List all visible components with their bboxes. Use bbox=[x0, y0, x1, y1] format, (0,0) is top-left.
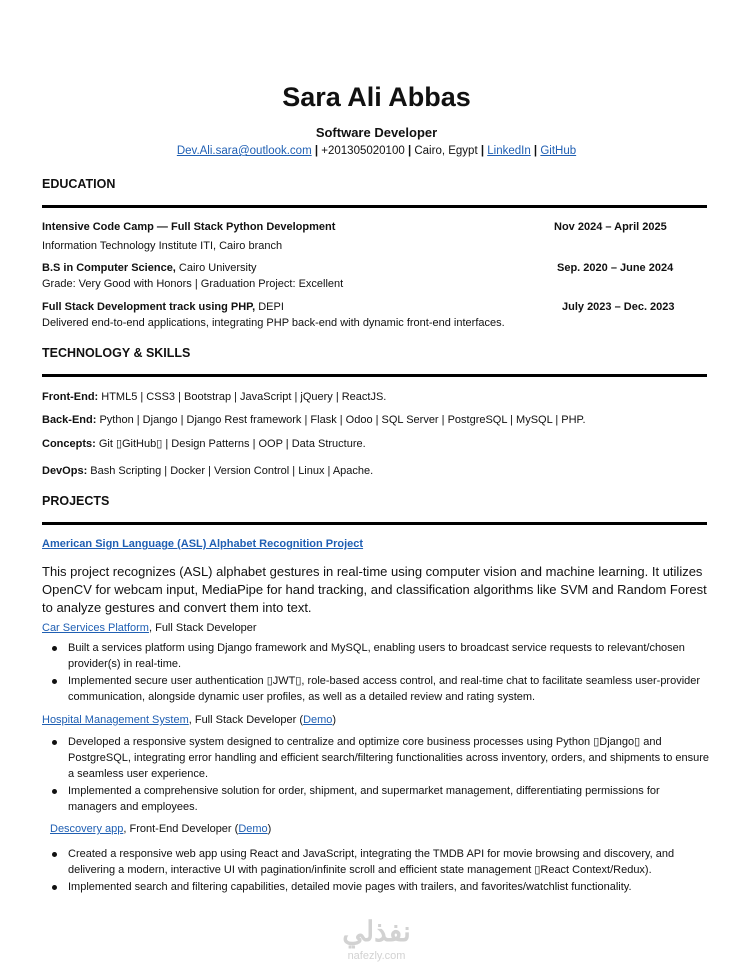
list-item: Created a responsive web app using React and JavaScript, integrating the TMDB API for movie browsing and discovery, and delivering a modern, interactive UI with pagination/infinite scroll and efficient state management ▯React Context/Redux). bbox=[50, 846, 710, 878]
education-item-detail: Delivered end-to-end applications, integrating PHP back-end with dynamic front-end interfaces. bbox=[42, 317, 505, 329]
project-bullets bbox=[50, 640, 710, 706]
candidate-name: Sara Ali Abbas bbox=[282, 82, 471, 112]
list-item: Implemented secure user authentication ▯JWT▯, role-based access control, and real-time chat to facilitate seamless user-provider communication, alongside dynamic user profiles, as well as a detailed review and rating system. bbox=[50, 673, 710, 705]
section-title-projects: PROJECTS bbox=[42, 494, 110, 508]
skill-row: Concepts: Git ▯GitHub▯ | Design Patterns | OOP | Data Structure. bbox=[42, 438, 366, 450]
education-item-date: July 2023 – Dec. 2023 bbox=[562, 301, 675, 313]
github-link[interactable]: GitHub bbox=[540, 145, 577, 157]
separator: | bbox=[477, 145, 488, 157]
list-item: Built a services platform using Django framework and MySQL, enabling users to broadcast service requests to relevant/chosen provider(s) in real-time. bbox=[50, 640, 710, 672]
separator: | bbox=[530, 145, 541, 157]
skill-row: Front-End: HTML5 | CSS3 | Bootstrap | JavaScript | jQuery | ReactJS. bbox=[42, 391, 387, 403]
project-header: Descovery app, Front-End Developer (Demo) bbox=[50, 823, 272, 835]
education-item-title: Intensive Code Camp — Full Stack Python Development bbox=[42, 221, 336, 233]
demo-link[interactable]: Demo bbox=[238, 823, 268, 835]
linkedin-link[interactable]: LinkedIn bbox=[487, 145, 531, 157]
separator: | bbox=[404, 145, 415, 157]
divider bbox=[42, 522, 707, 525]
project-link-asl[interactable]: American Sign Language (ASL) Alphabet Recognition Project bbox=[42, 538, 364, 550]
education-item-date: Nov 2024 – April 2025 bbox=[554, 221, 667, 233]
project-link-descovery[interactable]: Descovery app bbox=[50, 823, 124, 835]
separator: | bbox=[311, 145, 322, 157]
project-header: Hospital Management System, Full Stack Developer (Demo) bbox=[42, 714, 337, 726]
project-bullets bbox=[50, 846, 710, 896]
education-item-title: B.S in Computer Science, Cairo University bbox=[42, 262, 257, 274]
list-item: Developed a responsive system designed to centralize and optimize core business processes using Python ▯Django▯ and PostgreSQL, integrating error handling and efficient search/filtering functionalities across inventory, orders, and shipments to ensure a seamless user experience. bbox=[50, 734, 710, 782]
watermark-url: nafezly.com bbox=[347, 950, 406, 962]
project-header: Car Services Platform, Full Stack Developer bbox=[42, 622, 257, 634]
location: Cairo, Egypt bbox=[414, 145, 478, 157]
project-link-car-services[interactable]: Car Services Platform bbox=[42, 622, 149, 634]
email-link[interactable]: Dev.Ali.sara@outlook.com bbox=[176, 145, 312, 157]
education-item-title: Full Stack Development track using PHP, DEPI bbox=[42, 301, 284, 313]
watermark-logo: نفذلي bbox=[342, 916, 411, 947]
education-item-detail: Grade: Very Good with Honors | Graduation Project: Excellent bbox=[42, 278, 344, 290]
section-title-education: EDUCATION bbox=[42, 177, 116, 191]
skill-row: DevOps: Bash Scripting | Docker | Version Control | Linux | Apache. bbox=[42, 465, 374, 477]
project-bullets bbox=[50, 734, 710, 816]
education-item-detail: Information Technology Institute ITI, Cairo branch bbox=[42, 240, 283, 252]
project-description: This project recognizes (ASL) alphabet gestures in real-time using computer vision and machine learning. It utilizes OpenCV for webcam input, MediaPipe for hand tracking, and classification algorithms like SVM and Random Forest to analyze gestures and convert them into text. bbox=[42, 564, 707, 615]
contact-line bbox=[0, 145, 753, 157]
skill-row: Back-End: Python | Django | Django Rest framework | Flask | Odoo | SQL Server | PostgreSQL | MySQL | PHP. bbox=[42, 414, 586, 426]
list-item: Implemented search and filtering capabilities, detailed movie pages with trailers, and favorites/watchlist functionality. bbox=[50, 879, 710, 895]
education-item-date: Sep. 2020 – June 2024 bbox=[557, 262, 674, 274]
phone: +201305020100 bbox=[321, 145, 405, 157]
section-title-skills: TECHNOLOGY & SKILLS bbox=[42, 346, 191, 360]
job-title: Software Developer bbox=[315, 125, 438, 140]
divider bbox=[42, 374, 707, 377]
project-link-hospital[interactable]: Hospital Management System bbox=[42, 714, 189, 726]
demo-link[interactable]: Demo bbox=[303, 714, 333, 726]
list-item: Implemented a comprehensive solution for order, shipment, and supermarket management, differentiating permissions for managers and employees. bbox=[50, 783, 710, 815]
divider bbox=[42, 205, 707, 208]
